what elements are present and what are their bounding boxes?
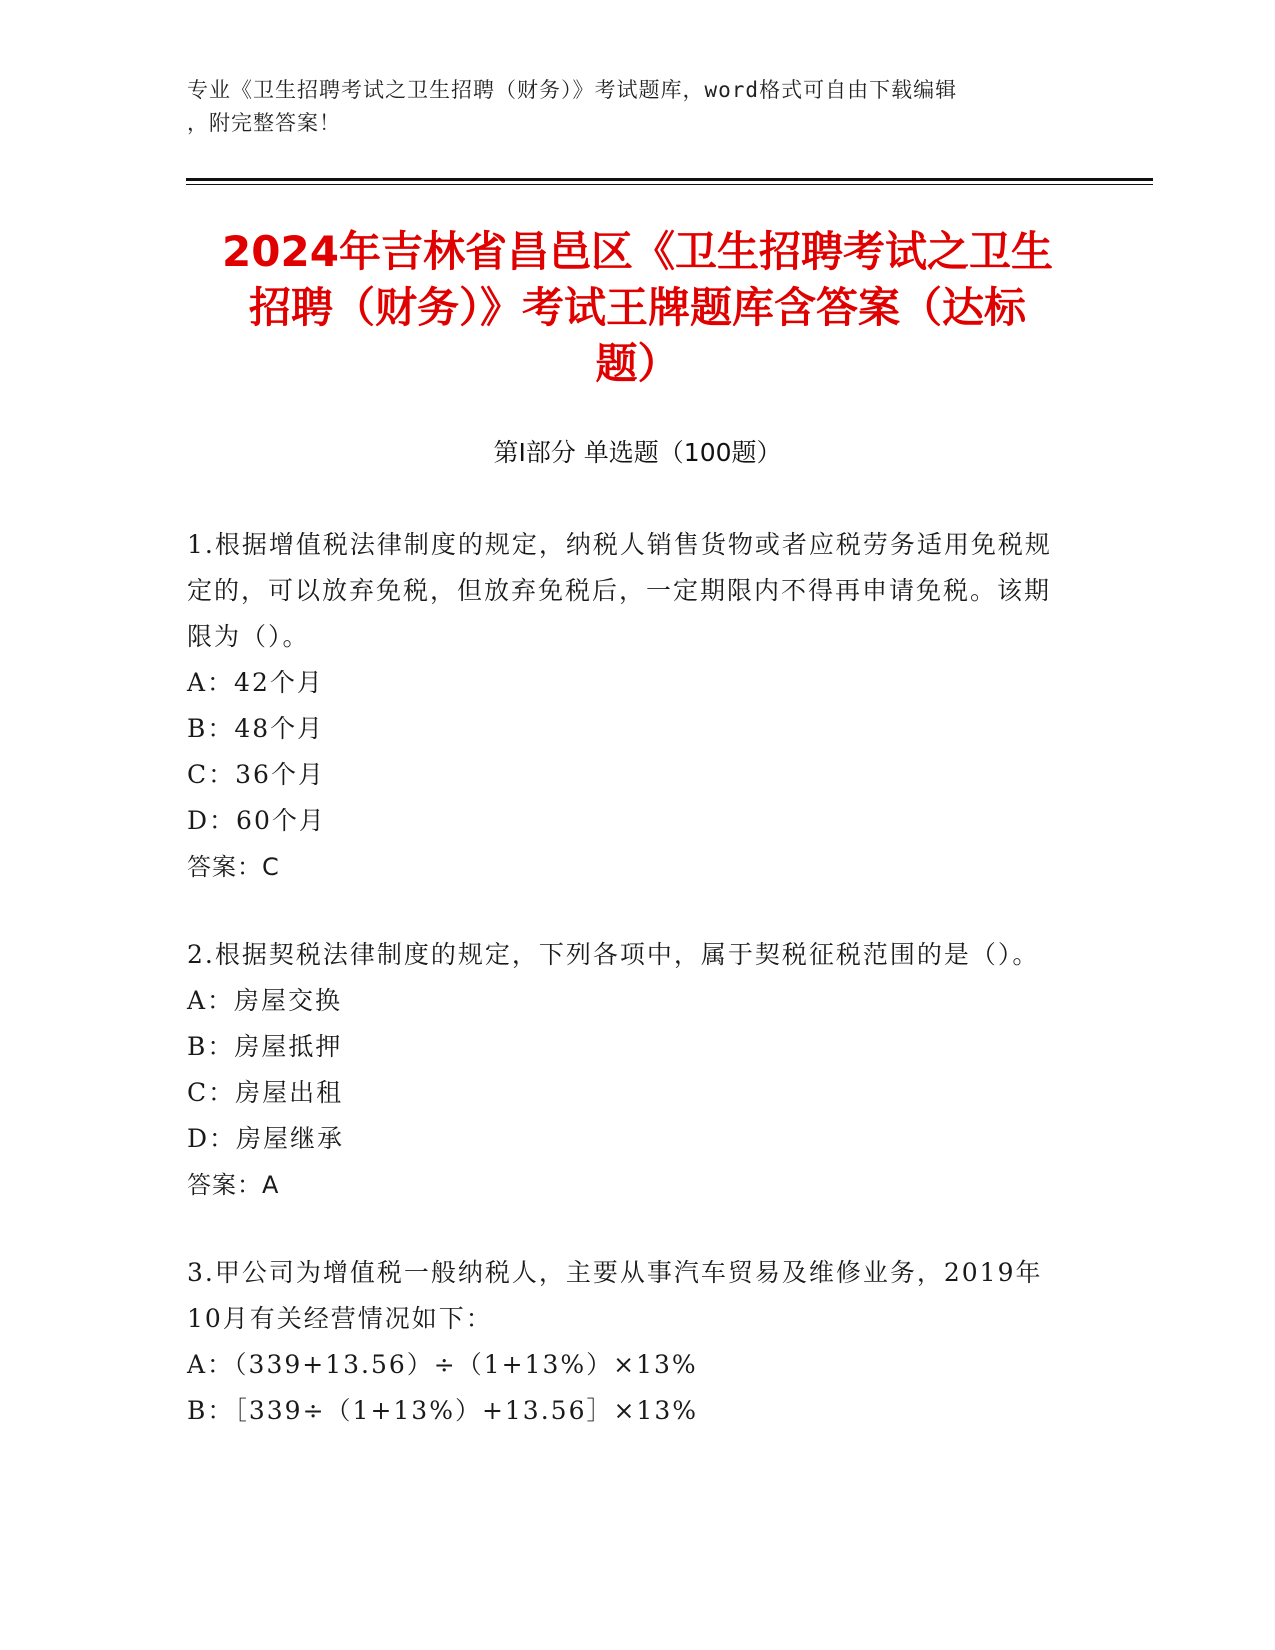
- header-note: [187, 74, 1067, 140]
- question-list: [187, 522, 1067, 1476]
- option-a: A：42个月: [187, 668, 324, 697]
- header-rule-thick: [186, 178, 1153, 181]
- option-list: [187, 1342, 1067, 1434]
- question-stem: 3.甲公司为增值税一般纳税人，主要从事汽车贸易及维修业务，2019年10月有关经营情况如下：: [187, 1258, 1043, 1333]
- question-stem: 2.根据契税法律制度的规定，下列各项中，属于契税征税范围的是（）。: [187, 940, 1040, 969]
- option-c: C：房屋出租: [187, 1078, 344, 1107]
- answer: 答案：C: [187, 853, 280, 881]
- option-c: C：36个月: [187, 760, 325, 789]
- question-stem: 1.根据增值税法律制度的规定，纳税人销售货物或者应税劳务适用免税规定的，可以放弃免税，但放弃免税后，一定期限内不得再申请免税。该期限为（）。: [187, 530, 1052, 651]
- header-rule-thin: [186, 184, 1153, 185]
- question-3: [187, 1250, 1067, 1434]
- title-line-3: 题）: [595, 339, 680, 388]
- question-1: [187, 522, 1067, 890]
- option-b: B：［339÷（1+13%）+13.56］×13%: [187, 1396, 698, 1425]
- title-line-1: 2024年吉林省昌邑区《卫生招聘考试之卫生: [222, 227, 1053, 276]
- answer: 答案：A: [187, 1171, 280, 1199]
- header-note-line-1: 专业《卫生招聘考试之卫生招聘（财务）》考试题库，word格式可自由下载编辑: [187, 78, 958, 102]
- option-b: B：房屋抵押: [187, 1032, 343, 1061]
- option-list: [187, 978, 1067, 1162]
- option-b: B：48个月: [187, 714, 325, 743]
- option-d: D：60个月: [187, 806, 326, 835]
- option-list: [187, 660, 1067, 844]
- option-d: D：房屋继承: [187, 1124, 345, 1153]
- title-line-2: 招聘（财务）》考试王牌题库含答案（达标: [248, 283, 1026, 332]
- option-a: A：房屋交换: [187, 986, 343, 1015]
- question-2: [187, 932, 1067, 1208]
- document-title: [150, 224, 1125, 392]
- header-note-line-2: ，附完整答案！: [187, 111, 341, 135]
- option-a: A：（339+13.56）÷（1+13%）×13%: [187, 1350, 698, 1379]
- section-title: 第Ⅰ部分 单选题（100题）: [493, 438, 782, 467]
